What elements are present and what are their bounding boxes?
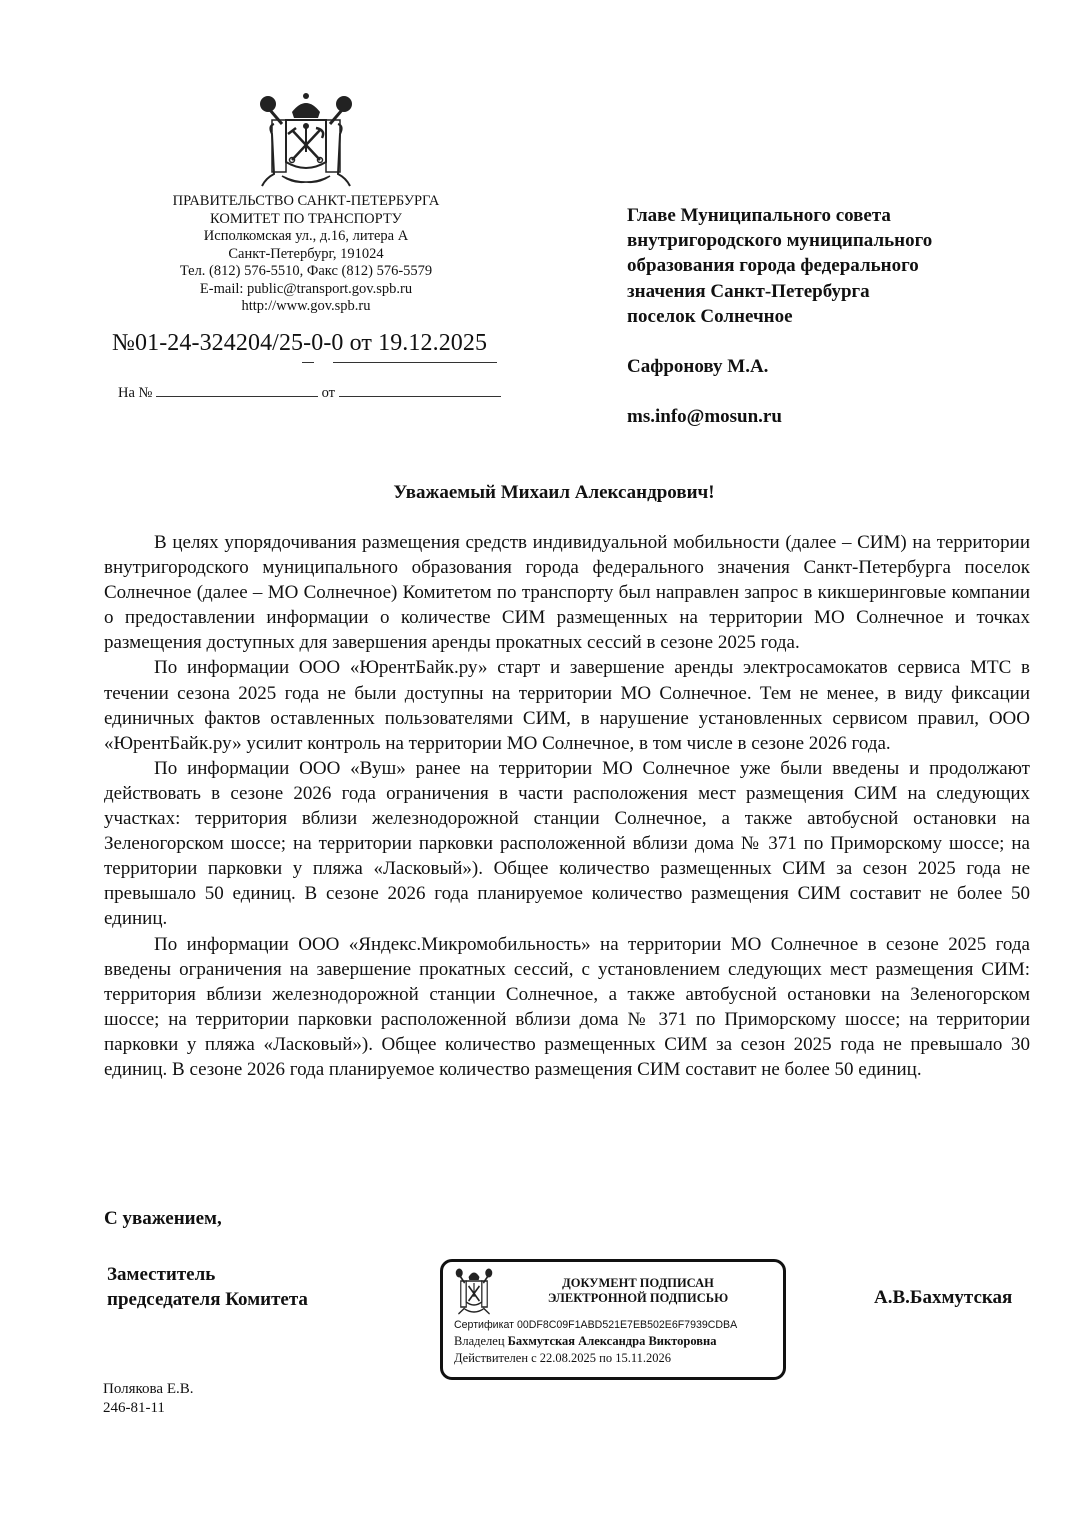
executor-phone: 246-81-11 [103, 1400, 165, 1416]
addressee-line: внутригородского муниципального [627, 230, 933, 252]
spacer [627, 329, 932, 354]
addressee-email: ms.info@mosun.ru [627, 406, 782, 428]
executor-block [103, 1380, 194, 1418]
letter-body [104, 530, 1030, 1082]
reference-prefix: На № [118, 385, 153, 401]
email: E-mail: public@transport.gov.spb.ru [199, 280, 413, 297]
reference-from-label: от [321, 385, 336, 401]
body-paragraph: По информации ООО «Вуш» ранее на территории МО Солнечное уже были введены и продолжают действовать в сезоне 2026 года ограничения в части расположения мест размещения СИМ на следующих участках: территория вблизи железнодорожной станции Солнечное, а также автобусной остановки на Зеленогорском шоссе; на территории парковки расположенной вблизи дома № 371 по Приморскому шоссе; на территории парковки у пляжа «Ласковый»). Общее количество размещенных СИМ за сезон 2025 года не превышало 50 единиц. В сезоне 2026 года планируемое количество размещения СИМ составит не более 50 единиц. [104, 757, 1030, 930]
reference-number-blank [156, 384, 318, 397]
signatory-position [107, 1262, 308, 1312]
greeting: Уважаемый Михаил Александрович! [393, 482, 715, 503]
address-street: Исполкомская ул., д.16, литера А [203, 228, 409, 244]
spacer [627, 379, 932, 404]
addressee-line: поселок Солнечное [627, 305, 793, 327]
addressee-line: значения Санкт-Петербурга [627, 280, 870, 302]
stamp-title-line: ДОКУМЕНТ ПОДПИСАН [562, 1276, 714, 1290]
body-paragraph: По информации ООО «Яндекс.Микромобильность» на территории МО Солнечное в сезоне 2025 года введены ограничения на завершение прокатных сессий, с установлением следующих мест размещения СИМ: территория вблизи железнодорожной станции Солнечное, а также автобусной остановки на Зеленогорском шоссе; на территории парковки расположенной вблизи дома № 371 по Приморскому шоссе; на территории парковки у пляжа «Ласковый»). Общее количество размещенных СИМ за сезон 2025 года не превышало 30 единиц. В сезоне 2026 года планируемое количество размещения СИМ составит не более 50 единиц. [104, 933, 1030, 1080]
certificate-id: 00DF8C09F1ABD521E7EB502E6F7939CDBA [516, 1319, 738, 1331]
address-city: Санкт-Петербург, 191024 [228, 245, 384, 262]
reference-line [118, 384, 501, 402]
body-paragraph: В целях упорядочивания размещения средств индивидуальной мобильности (далее – СИМ) на территории внутригородского муниципального образования города федерального значения Санкт-Петербурга поселок Солнечное (далее – МО Солнечное) Комитетом по транспорту был направлен запрос в кикшеринговые компании о предоставлении информации о количестве СИМ размещенных на территории МО Солнечное и точках размещения доступных для завершения аренды прокатных сессий в сезоне 2025 года. [104, 532, 1030, 654]
spb-coat-of-arms-icon [453, 1266, 495, 1316]
letterhead [100, 193, 512, 316]
signer-name: А.В.Бахмутская [874, 1287, 1013, 1308]
government-name: ПРАВИТЕЛЬСТВО САНКТ-ПЕТЕРБУРГА [172, 193, 440, 209]
addressee-block [627, 203, 932, 429]
website: http://www.gov.spb.ru [241, 298, 371, 314]
spb-coat-of-arms-icon [252, 90, 360, 190]
registration-number: №01-24-324204/25-0-0 от 19.12.2025 [112, 330, 488, 356]
owner-name: Бахмутская Александра Викторовна [507, 1334, 717, 1348]
underline [333, 362, 497, 363]
closing: С уважением, [104, 1208, 222, 1229]
validity-line: Действителен с 22.08.2025 по 15.11.2026 [454, 1351, 672, 1365]
owner-label: Владелец [454, 1334, 505, 1348]
addressee-line: Главе Муниципального совета [627, 205, 891, 226]
committee-name: КОМИТЕТ ПО ТРАНСПОРТУ [210, 210, 402, 227]
phone-fax: Тел. (812) 576-5510, Факс (812) 576-5579 [179, 263, 433, 279]
addressee-line: образования города федерального [627, 255, 919, 277]
position-line: Заместитель [107, 1264, 216, 1285]
electronic-signature-stamp [440, 1259, 786, 1380]
reference-date-blank [339, 384, 501, 397]
underline [302, 362, 314, 363]
stamp-title [503, 1276, 773, 1306]
addressee-name: Сафронову М.А. [627, 356, 769, 378]
certificate-label: Сертификат [454, 1319, 514, 1331]
executor-name: Полякова Е.В. [103, 1381, 194, 1397]
body-paragraph: По информации ООО «ЮрентБайк.ру» старт и завершение аренды электросамокатов сервиса МТС в течении сезона 2025 года не были доступны на территории МО Солнечное. Тем не менее, в виду фиксации единичных фактов оставленных пользователями СИМ, в нарушение установленных сервисом правил, ООО «ЮрентБайк.ру» усилит контроль на территории МО Солнечное, в том числе в сезоне 2026 года. [104, 657, 1030, 754]
owner-line [454, 1334, 717, 1349]
certificate-line [454, 1319, 737, 1331]
position-line: председателя Комитета [107, 1289, 308, 1310]
stamp-title-line: ЭЛЕКТРОННОЙ ПОДПИСЬЮ [547, 1291, 729, 1305]
